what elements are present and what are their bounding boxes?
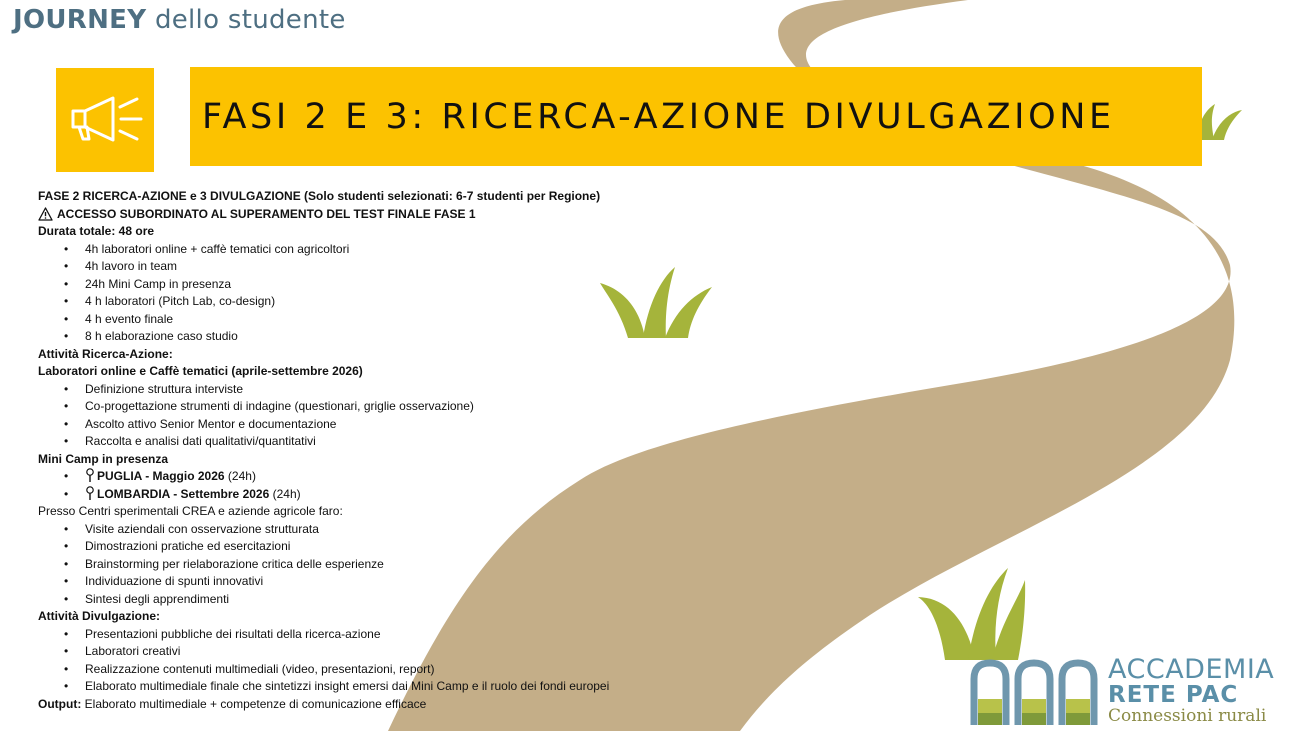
camp-item-puglia: • PUGLIA - Maggio 2026 (24h) [85, 468, 698, 486]
journey-title [13, 5, 346, 35]
program-description [38, 188, 698, 713]
list-item: • Dimostrazioni pratiche ed esercitazioni [85, 538, 698, 556]
research-heading: Attività Ricerca-Azione: [38, 346, 173, 361]
camp-list [38, 468, 698, 503]
intro-text: FASE 2 RICERCA-AZIONE e 3 DIVULGAZIONE (Solo studenti selezionati: 6-7 studenti per Regione) [38, 189, 601, 203]
list-item: • 8 h elaborazione caso studio [85, 328, 698, 346]
logo-line-2: RETE PAC [1108, 682, 1239, 708]
grass-tuft-large [918, 568, 1025, 660]
list-item: • Sintesi degli apprendimenti [85, 591, 698, 609]
phase-banner [190, 67, 1202, 166]
pin-icon [85, 486, 95, 501]
duration-heading: Durata totale: 48 ore [38, 224, 155, 238]
phase-banner-title: FASI 2 E 3: RICERCA-AZIONE DIVULGAZIONE [202, 96, 1115, 137]
list-item: • Laboratori creativi [85, 643, 698, 661]
grass-tuft-small [1199, 104, 1242, 140]
list-item: • Brainstorming per rielaborazione critica delle esperienze [85, 556, 698, 574]
list-item: • Elaborato multimediale finale che sintetizzi insight emersi dai Mini Camp e il ruolo dei fondi europei [85, 678, 698, 696]
journey-title-rest: dello studente [154, 5, 346, 35]
megaphone-icon [65, 93, 145, 147]
list-item: • Presentazioni pubbliche dei risultati della ricerca-azione [85, 626, 698, 644]
labs-heading: Laboratori online e Caffè tematici (aprile-settembre 2026) [38, 364, 363, 378]
list-item: • 4 h laboratori (Pitch Lab, co-design) [85, 293, 698, 311]
camp-item-lombardia: • LOMBARDIA - Settembre 2026 (24h) [85, 486, 698, 504]
access-warning: ACCESSO SUBORDINATO AL SUPERAMENTO DEL TEST FINALE FASE 1 [38, 206, 698, 224]
list-item: • 4h lavoro in team [85, 258, 698, 276]
journey-title-bold: JOURNEY [13, 5, 147, 35]
megaphone-icon-box [56, 68, 154, 172]
output-line: Output: Elaborato multimediale + competenze di comunicazione efficace [38, 696, 427, 711]
list-item: • Definizione struttura interviste [85, 381, 698, 399]
labs-list [38, 381, 698, 451]
logo-tagline: Connessioni rurali [1108, 706, 1267, 726]
centers-list [38, 521, 698, 609]
list-item: • 4 h evento finale [85, 311, 698, 329]
list-item: • 24h Mini Camp in presenza [85, 276, 698, 294]
duration-list [38, 241, 698, 346]
list-item: • Individuazione di spunti innovativi [85, 573, 698, 591]
warning-icon [38, 207, 53, 221]
divulg-list [38, 626, 698, 696]
divulg-heading: Attività Divulgazione: [38, 609, 161, 623]
accademia-rete-pac-logo [968, 655, 1288, 727]
camp-heading: Mini Camp in presenza [38, 451, 169, 466]
list-item: • Raccolta e analisi dati qualitativi/quantitativi [85, 433, 698, 451]
centers-text: Presso Centri sperimentali CREA e aziende agricole faro: [38, 504, 343, 518]
arches-logo-icon [968, 657, 1100, 725]
list-item: • Ascolto attivo Senior Mentor e documentazione [85, 416, 698, 434]
list-item: • 4h laboratori online + caffè tematici con agricoltori [85, 241, 698, 259]
list-item: • Visite aziendali con osservazione strutturata [85, 521, 698, 539]
pin-icon [85, 468, 95, 483]
list-item: • Co-progettazione strumenti di indagine (questionari, griglie osservazione) [85, 398, 698, 416]
list-item: • Realizzazione contenuti multimediali (video, presentazioni, report) [85, 661, 698, 679]
logo-line-1: ACCADEMIA [1108, 654, 1275, 685]
